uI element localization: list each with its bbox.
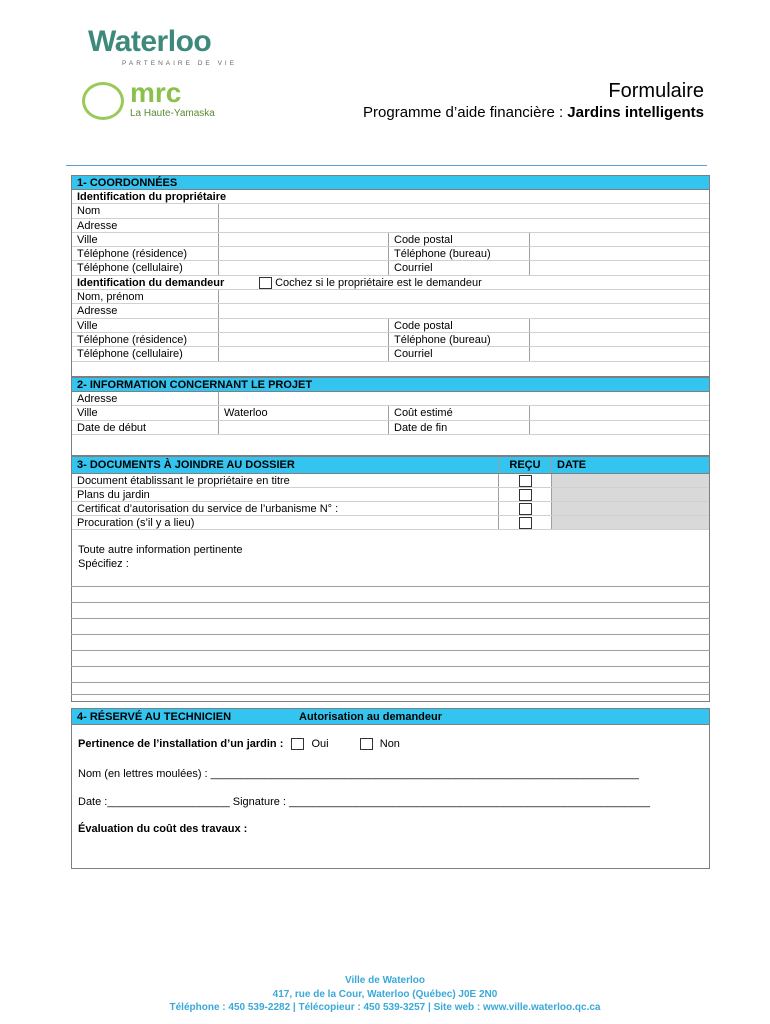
- owner-phone-cell-field[interactable]: [218, 261, 388, 274]
- owner-address-field[interactable]: [218, 219, 711, 232]
- project-end-field[interactable]: [529, 421, 711, 434]
- section4-subheading: Autorisation au demandeur: [299, 711, 443, 723]
- date-signature-line[interactable]: Date :____________________ Signature : ___________________________________________________________: [78, 796, 650, 808]
- applicant-postal-label: Code postal: [388, 319, 529, 332]
- footer-org-name: Ville de Waterloo: [344, 975, 426, 986]
- project-address-field[interactable]: [218, 392, 711, 405]
- doc-date-field[interactable]: [551, 488, 709, 501]
- other-info-block: [72, 530, 709, 571]
- owner-postal-field[interactable]: [529, 233, 711, 246]
- form-subtitle: [363, 104, 704, 121]
- applicant-fullname-label: Nom, prénom: [77, 291, 144, 304]
- applicant-email-field[interactable]: [529, 347, 711, 360]
- cost-evaluation-label: Évaluation du coût des travaux :: [78, 823, 248, 835]
- mrc-logo-text: mrc: [130, 77, 182, 108]
- specify-line[interactable]: [71, 602, 710, 603]
- waterloo-logo: [88, 26, 250, 70]
- project-end-label: Date de fin: [388, 421, 529, 434]
- owner-name-field[interactable]: [218, 204, 711, 217]
- section2-heading: 2- INFORMATION CONCERNANT LE PROJET: [72, 378, 709, 392]
- relevance-row: [78, 738, 400, 750]
- doc-received-cell: [498, 516, 551, 529]
- doc-date-field[interactable]: [551, 516, 709, 529]
- footer-address: 417, rue de la Cour, Waterloo (Québec) J0E 2N0: [272, 989, 498, 1000]
- applicant-postal-field[interactable]: [529, 319, 711, 332]
- mrc-logo: [80, 78, 246, 124]
- specify-line[interactable]: [71, 618, 710, 619]
- subtitle-program: Jardins intelligents: [567, 104, 704, 121]
- owner-phone-work-label: Téléphone (bureau): [388, 247, 529, 260]
- specify-line[interactable]: [71, 634, 710, 635]
- section-technicien: [71, 708, 710, 869]
- applicant-address-label: Adresse: [77, 305, 118, 318]
- doc-item: Plans du jardin: [77, 489, 150, 501]
- project-city-field[interactable]: Waterloo: [218, 406, 388, 419]
- doc-received-cell: [498, 502, 551, 515]
- printed-name-line[interactable]: Nom (en lettres moulées) : ______________________________________________________________________: [78, 768, 639, 780]
- applicant-address-field[interactable]: [218, 304, 711, 317]
- applicant-city-label: Ville: [77, 319, 98, 332]
- applicant-phone-work-label: Téléphone (bureau): [388, 333, 529, 346]
- section-projet: [71, 377, 710, 456]
- owner-phone-home-field[interactable]: [218, 247, 388, 260]
- doc-received-checkbox[interactable]: [519, 503, 532, 515]
- relevance-yes-checkbox[interactable]: [291, 738, 304, 750]
- same-as-owner-checkbox[interactable]: [259, 277, 272, 289]
- section-coordonnees: [71, 175, 710, 377]
- owner-email-label: Courriel: [388, 261, 529, 274]
- owner-phone-work-field[interactable]: [529, 247, 711, 260]
- doc-date-field[interactable]: [551, 474, 709, 487]
- date-col-header: DATE: [551, 457, 709, 473]
- waterloo-logo-tagline: PARTENAIRE DE VIE: [122, 60, 238, 67]
- owner-email-field[interactable]: [529, 261, 711, 274]
- owner-heading: Identification du propriétaire: [77, 191, 227, 203]
- received-col-header: REÇU: [498, 457, 551, 473]
- section4-header-row: [72, 709, 709, 725]
- doc-received-cell: [498, 488, 551, 501]
- project-start-label: Date de début: [77, 421, 147, 434]
- doc-item: Procuration (s’il y a lieu): [77, 517, 195, 529]
- applicant-phone-work-field[interactable]: [529, 333, 711, 346]
- mrc-logo-mark-icon: [82, 82, 124, 120]
- applicant-phone-home-field[interactable]: [218, 333, 388, 346]
- subtitle-prefix: Programme d’aide financière :: [363, 104, 568, 121]
- section3-header-row: [72, 457, 709, 474]
- doc-received-checkbox[interactable]: [519, 517, 532, 529]
- owner-phone-cell-label: Téléphone (cellulaire): [77, 262, 183, 275]
- mrc-logo-subtitle: La Haute-Yamaska: [130, 108, 215, 119]
- applicant-fullname-field[interactable]: [218, 290, 711, 303]
- project-city-label: Ville: [77, 407, 98, 420]
- form-title: Formulaire: [608, 80, 704, 102]
- owner-phone-home-label: Téléphone (résidence): [77, 248, 188, 261]
- doc-received-checkbox[interactable]: [519, 475, 532, 487]
- relevance-label: Pertinence de l’installation d’un jardin :: [78, 738, 284, 750]
- owner-city-label: Ville: [77, 233, 98, 246]
- project-address-label: Adresse: [77, 393, 118, 405]
- relevance-no-label: Non: [379, 738, 400, 750]
- specify-line[interactable]: [71, 682, 710, 683]
- applicant-phone-cell-label: Téléphone (cellulaire): [77, 348, 183, 361]
- same-as-owner-label: Cochez si le propriétaire est le demandeur: [275, 276, 482, 289]
- same-as-owner-option: [257, 276, 711, 289]
- header-divider: [66, 165, 707, 166]
- specify-line[interactable]: [71, 666, 710, 667]
- waterloo-logo-text: Waterloo: [88, 25, 212, 58]
- applicant-phone-home-label: Téléphone (résidence): [77, 333, 188, 346]
- applicant-city-field[interactable]: [218, 319, 388, 332]
- project-start-field[interactable]: [218, 421, 388, 434]
- doc-item: Document établissant le propriétaire en titre: [77, 475, 290, 487]
- applicant-heading: Identification du demandeur: [77, 276, 225, 289]
- specify-line[interactable]: [71, 694, 710, 695]
- doc-received-cell: [498, 474, 551, 487]
- owner-name-label: Nom: [77, 205, 101, 218]
- relevance-yes-label: Oui: [311, 738, 329, 750]
- applicant-email-label: Courriel: [388, 347, 529, 360]
- doc-date-field[interactable]: [551, 502, 709, 515]
- section3-heading: 3- DOCUMENTS À JOINDRE AU DOSSIER: [77, 459, 295, 471]
- section4-heading: 4- RÉSERVÉ AU TECHNICIEN: [77, 711, 232, 723]
- specify-line[interactable]: [71, 650, 710, 651]
- footer-contact: Téléphone : 450 539-2282 | Télécopieur : 450 539-3257 | Site web : www.ville.waterloo.qc.ca: [169, 1002, 601, 1013]
- owner-address-label: Adresse: [77, 219, 118, 232]
- owner-city-field[interactable]: [218, 233, 388, 246]
- doc-received-checkbox[interactable]: [519, 489, 532, 501]
- applicant-phone-cell-field[interactable]: [218, 347, 388, 360]
- section1-heading: 1- COORDONNÉES: [72, 176, 709, 190]
- project-cost-label: Coût estimé: [388, 406, 529, 419]
- doc-item: Certificat d’autorisation du service de l’urbanisme N° :: [77, 503, 339, 515]
- specify-label: Spécifiez :: [78, 558, 129, 570]
- relevance-no-checkbox[interactable]: [360, 738, 373, 750]
- project-cost-field[interactable]: [529, 406, 711, 419]
- other-info-label: Toute autre information pertinente: [78, 544, 243, 556]
- owner-postal-label: Code postal: [388, 233, 529, 246]
- specify-line[interactable]: [71, 586, 710, 587]
